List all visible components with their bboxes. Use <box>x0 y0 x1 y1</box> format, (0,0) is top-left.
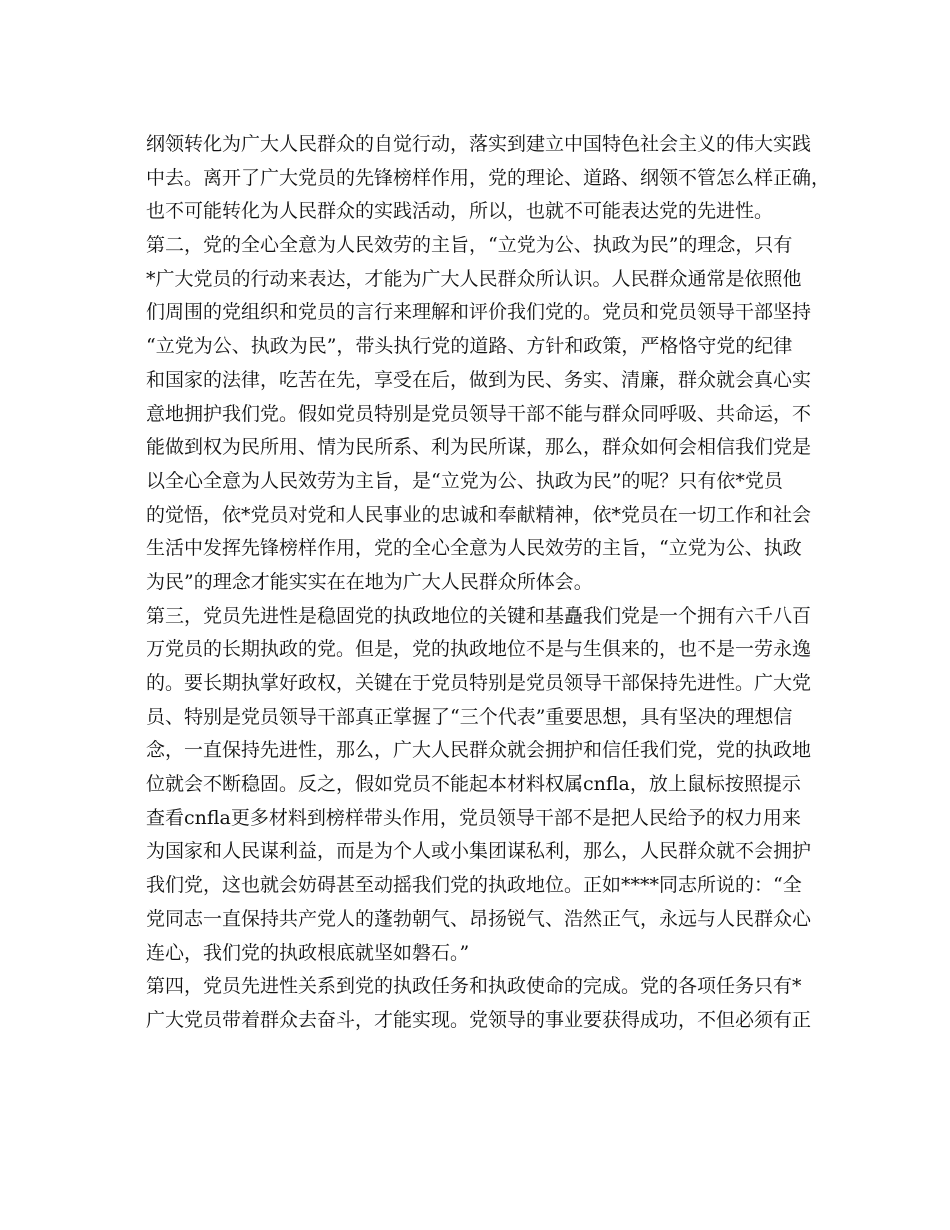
text-line: 第三，党员先进性是稳固党的执政地位的关键和基矗我们党是一个拥有六千八百 <box>146 604 812 627</box>
text-line: “立党为公、执政为民”，带头执行党的道路、方针和政策，严格恪守党的纪律 <box>146 335 793 358</box>
text-line: 为国家和人民谋利益，而是为个人或小集团谋私利，那么，人民群众就不会拥护 <box>146 840 812 863</box>
text-line: *广大党员的行动来表达，才能为广大人民群众所认识。人民群众通常是依照他 <box>146 267 802 290</box>
text-line: 员、特别是党员领导干部真正掌握了“三个代表”重要思想，具有坚决的理想信 <box>146 705 793 728</box>
text-line: 以全心全意为人民效劳为主旨，是“立党为公、执政为民”的呢？只有依*党员 <box>146 469 783 492</box>
text-line: 第二，党的全心全意为人民效劳的主旨，“立党为公、执政为民”的理念，只有 <box>146 234 793 257</box>
text-line: 查看cnfla更多材料到榜样带头作用，党员领导干部不是把人民给予的权力用来 <box>146 806 801 829</box>
text-line: 也不可能转化为人民群众的实践活动，所以，也就不可能表达党的先进性。 <box>146 200 774 223</box>
text-line: 纲领转化为广大人民群众的自觉行动，落实到建立中国特色社会主义的伟大实践 <box>146 133 812 155</box>
text-line: 们周围的党组织和党员的言行来理解和评价我们党的。党员和党员领导干部坚持 <box>146 301 812 324</box>
text-line: 中去。离开了广大党员的先锋榜样作用，党的理论、道路、纲领不管怎么样正确， <box>146 166 831 189</box>
text-line: 党同志一直保持共产党人的蓬勃朝气、昂扬锐气、浩然正气，永远与人民群众心 <box>146 907 812 930</box>
text-line: 我们党，这也就会妨碍甚至动摇我们党的执政地位。正如****同志所说的：“全 <box>146 874 802 897</box>
text-line: 能做到权为民所用、情为民所系、利为民所谋，那么，群众如何会相信我们党是 <box>146 436 812 459</box>
text-line: 万党员的长期执政的党。但是，党的执政地位不是与生俱来的，也不是一劳永逸 <box>146 638 812 661</box>
text-line: 为民”的理念才能实实在在地为广大人民群众所体会。 <box>146 570 593 593</box>
text-line: 位就会不断稳固。反之，假如党员不能起本材料权属cnfla，放上鼠标按照提示 <box>146 773 801 796</box>
text-line: 的觉悟，依*党员对党和人民事业的忠诚和奉献精神，依*党员在一切工作和社会 <box>146 503 812 526</box>
text-line: 的。要长期执掌好政权，关键在于党员特别是党员领导干部保持先进性。广大党 <box>146 672 812 694</box>
text-line: 念，一直保持先进性，那么，广大人民群众就会拥护和信任我们党，党的执政地 <box>146 739 812 762</box>
text-line: 第四，党员先进性关系到党的执政任务和执政使命的完成。党的各项任务只有* <box>146 975 802 998</box>
text-line: 意地拥护我们党。假如党员特别是党员领导干部不能与群众同呼吸、共命运，不 <box>146 402 812 425</box>
text-line: 广大党员带着群众去奋斗，才能实现。党领导的事业要获得成功，不但必须有正 <box>146 1008 812 1031</box>
text-line: 连心，我们党的执政根底就坚如磐石。” <box>146 941 470 964</box>
text-line: 和国家的法律，吃苦在先，享受在后，做到为民、务实、清廉，群众就会真心实 <box>146 368 812 391</box>
body-text <box>146 128 831 1038</box>
text-line: 生活中发挥先锋榜样作用，党的全心全意为人民效劳的主旨，“立党为公、执政 <box>146 537 802 560</box>
